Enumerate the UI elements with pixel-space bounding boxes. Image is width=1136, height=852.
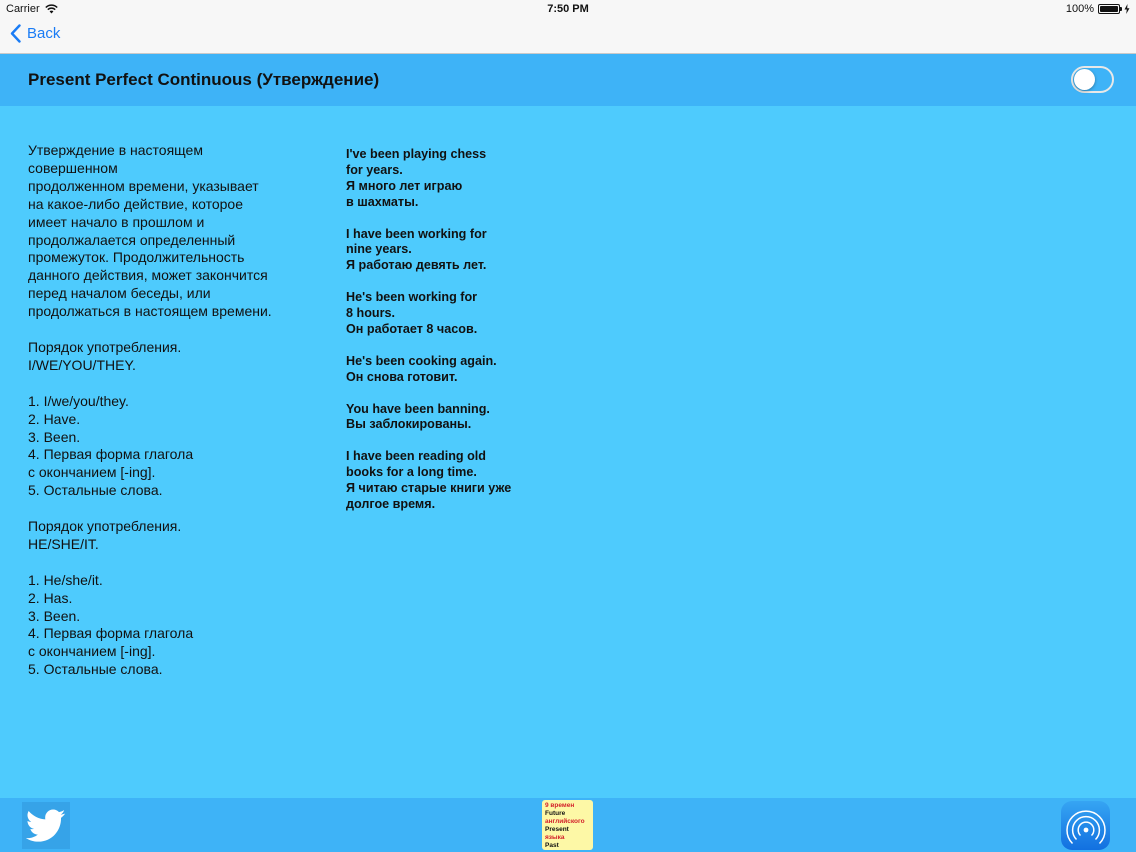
battery-percent: 100% [1065, 3, 1094, 15]
page-title: Present Perfect Continuous (Утверждение) [28, 70, 380, 89]
carrier-label: Carrier [6, 3, 40, 15]
clock: 7:50 PM [547, 3, 589, 15]
airdrop-icon [1066, 806, 1106, 846]
airdrop-share-button[interactable] [1061, 801, 1110, 850]
nine-tenses-app-tile[interactable] [542, 800, 593, 850]
header-bar [0, 54, 1136, 106]
app-tile-line: Past [545, 842, 559, 849]
app-tile-line: английского [545, 818, 585, 825]
bottom-toolbar [0, 798, 1136, 852]
back-label: Back [27, 25, 61, 42]
status-bar [0, 0, 1136, 18]
twitter-bird-icon [26, 809, 66, 843]
app-tile-line: 9 времен [545, 802, 575, 809]
example-sentences: I've been playing chess for years. Я много лет играю в шахматы. I have been working for nine years. Я работаю девять лет. He's been working for 8 hours. Он работает 8 часов. He's been cooking again. Он снова готовит. You have been banning. Вы заблокированы. I have been reading old books for a long time. Я читаю старые книги уже долгое время. [346, 147, 512, 511]
app-tile-line: Present [545, 826, 569, 833]
back-button[interactable] [10, 24, 60, 43]
navigation-bar [0, 18, 1136, 54]
battery-status [1066, 3, 1130, 15]
lesson-content [0, 106, 1136, 798]
app-tile-line: языка [545, 834, 565, 841]
charging-bolt-icon [1124, 4, 1130, 14]
rule-explanation: Утверждение в настоящем совершенном продолженном времени, указывает на какое-либо действие, которое имеет начало в прошлом и продолжалается определенный промежуток. Продолжительность данного действия, может закончится перед началом беседы, или продолжаться в настоящем времени. Порядок употребления. I/WE/YOU/THEY. 1. I/we/you/they. 2. Have. 3. Been. 4. Первая форма глагола с окончанием [-ing]. 5. Остальные слова. Порядок употребления. HE/SHE/IT. 1. He/she/it. 2. Has. 3. Been. 4. Первая форма глагола с окончанием [-ing]. 5. Остальные слова. [28, 142, 272, 678]
toggle-knob [1074, 69, 1095, 90]
app-tile-line: Future [545, 810, 566, 817]
battery-icon [1098, 4, 1120, 14]
mode-toggle[interactable] [1071, 66, 1114, 93]
twitter-share-button[interactable] [22, 802, 70, 849]
chevron-left-icon [10, 24, 21, 43]
